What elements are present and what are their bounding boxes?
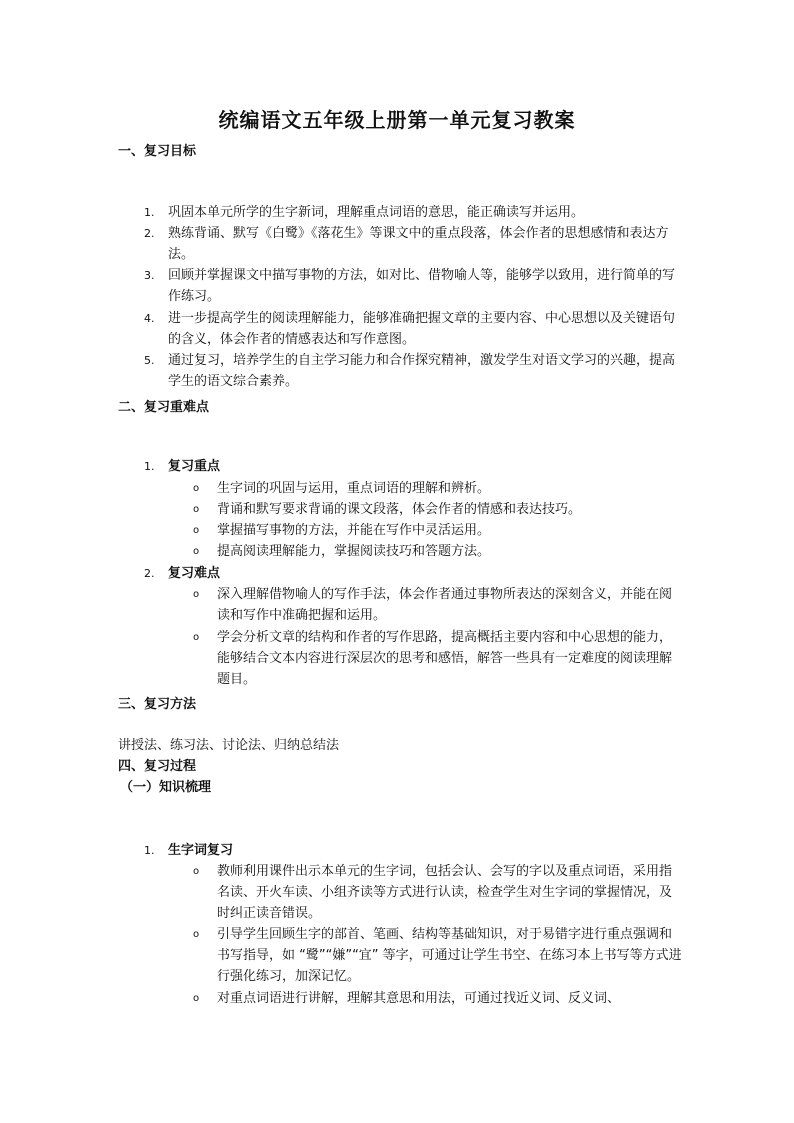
list-number: 1. <box>144 844 155 857</box>
list-item <box>144 202 684 223</box>
group-heading <box>144 840 684 861</box>
list-number: 5. <box>144 354 155 367</box>
list-number: 3. <box>144 269 155 282</box>
bullet-text: 对重点词语进行讲解，理解其意思和用法，可通过找近义词、反义词、 <box>217 991 621 1006</box>
group-label: 复习重点 <box>168 459 221 474</box>
group-label: 复习难点 <box>168 566 221 581</box>
group-label: 生字词复习 <box>168 843 234 858</box>
bullet-text: 教师利用课件出示本单元的生字词，包括会认、会写的字以及重点词语，采用指名读、开火车读、小组齐读等方式进行认读，检查学生对生字词的掌握情况，及时纠正读音错误。 <box>217 864 673 921</box>
bullet-item <box>193 924 683 987</box>
bullet-item <box>193 520 683 541</box>
subsection-heading: （一）知识梳理 <box>120 780 212 795</box>
list-item <box>144 308 684 350</box>
list-number: 2. <box>144 227 155 240</box>
list-number: 2. <box>144 567 155 580</box>
bullet-item <box>193 584 683 626</box>
bullet-text: 学会分析文章的结构和作者的写作思路，提高概括主要内容和中心思想的能力，能够结合文本内容进行深层次的思考和感悟，解答一些具有一定难度的阅读理解题目。 <box>217 630 673 687</box>
list-item-text: 巩固本单元所学的生字新词，理解重点词语的意思，能正确读写并运用。 <box>168 205 585 220</box>
bullet-text: 背诵和默写要求背诵的课文段落，体会作者的情感和表达技巧。 <box>217 502 582 517</box>
bullet-text: 引导学生回顾生字的部首、笔画、结构等基础知识，对于易错字进行重点强调和书写指导，如 “鹭”“嫌”“宜” 等字，可通过让学生书空、在练习本上书写等方式进行强化练习，加深记忆。 <box>217 927 682 984</box>
list-item <box>144 223 684 265</box>
bullet-icon: o <box>193 504 200 515</box>
bullet-icon: o <box>193 866 200 877</box>
bullet-item <box>193 627 683 690</box>
list-number: 4. <box>144 312 155 325</box>
bullet-icon: o <box>193 632 200 643</box>
group-heading <box>144 563 684 584</box>
bullet-icon: o <box>193 483 200 494</box>
section-heading-process: 四、复习过程 <box>118 759 197 774</box>
list-item-text: 回顾并掌握课文中描写事物的方法，如对比、借物喻人等，能够学以致用，进行简单的写作练习。 <box>168 268 676 304</box>
bullet-icon: o <box>193 525 200 536</box>
list-item <box>144 350 684 392</box>
bullet-item <box>193 478 683 499</box>
group-heading <box>144 456 684 477</box>
bullet-text: 掌握描写事物的方法，并能在写作中灵活运用。 <box>217 523 491 538</box>
bullet-item <box>193 861 683 924</box>
list-number: 1. <box>144 460 155 473</box>
list-item-text: 进一步提高学生的阅读理解能力，能够准确把握文章的主要内容、中心思想以及关键语句的含义，体会作者的情感表达和写作意图。 <box>168 311 676 347</box>
bullet-text: 深入理解借物喻人的写作手法，体会作者通过事物所表达的深刻含义，并能在阅读和写作中准确把握和运用。 <box>217 587 673 623</box>
list-item <box>144 265 684 307</box>
list-number: 1. <box>144 206 155 219</box>
bullet-text: 提高阅读理解能力，掌握阅读技巧和答题方法。 <box>217 544 491 559</box>
list-item-text: 熟练背诵、默写《白鹭》《落花生》等课文中的重点段落，体会作者的思想感情和表达方法。 <box>168 226 669 262</box>
bullet-item <box>193 499 683 520</box>
bullet-icon: o <box>193 929 200 940</box>
list-item-text: 通过复习，培养学生的自主学习能力和合作探究精神，激发学生对语文学习的兴趣，提高学生的语文综合素养。 <box>168 353 676 389</box>
document-title: 统编语文五年级上册第一单元复习教案 <box>218 108 576 132</box>
bullet-icon: o <box>193 546 200 557</box>
section-heading-goals: 一、复习目标 <box>118 144 197 159</box>
section-heading-methods: 三、复习方法 <box>118 697 197 712</box>
bullet-icon: o <box>193 993 200 1004</box>
methods-text: 讲授法、练习法、讨论法、归纳总结法 <box>118 738 340 753</box>
bullet-item <box>193 988 683 1009</box>
bullet-icon: o <box>193 589 200 600</box>
bullet-text: 生字词的巩固与运用，重点词语的理解和辨析。 <box>217 481 491 496</box>
bullet-item <box>193 541 683 562</box>
section-heading-key-points: 二、复习重难点 <box>118 400 210 415</box>
